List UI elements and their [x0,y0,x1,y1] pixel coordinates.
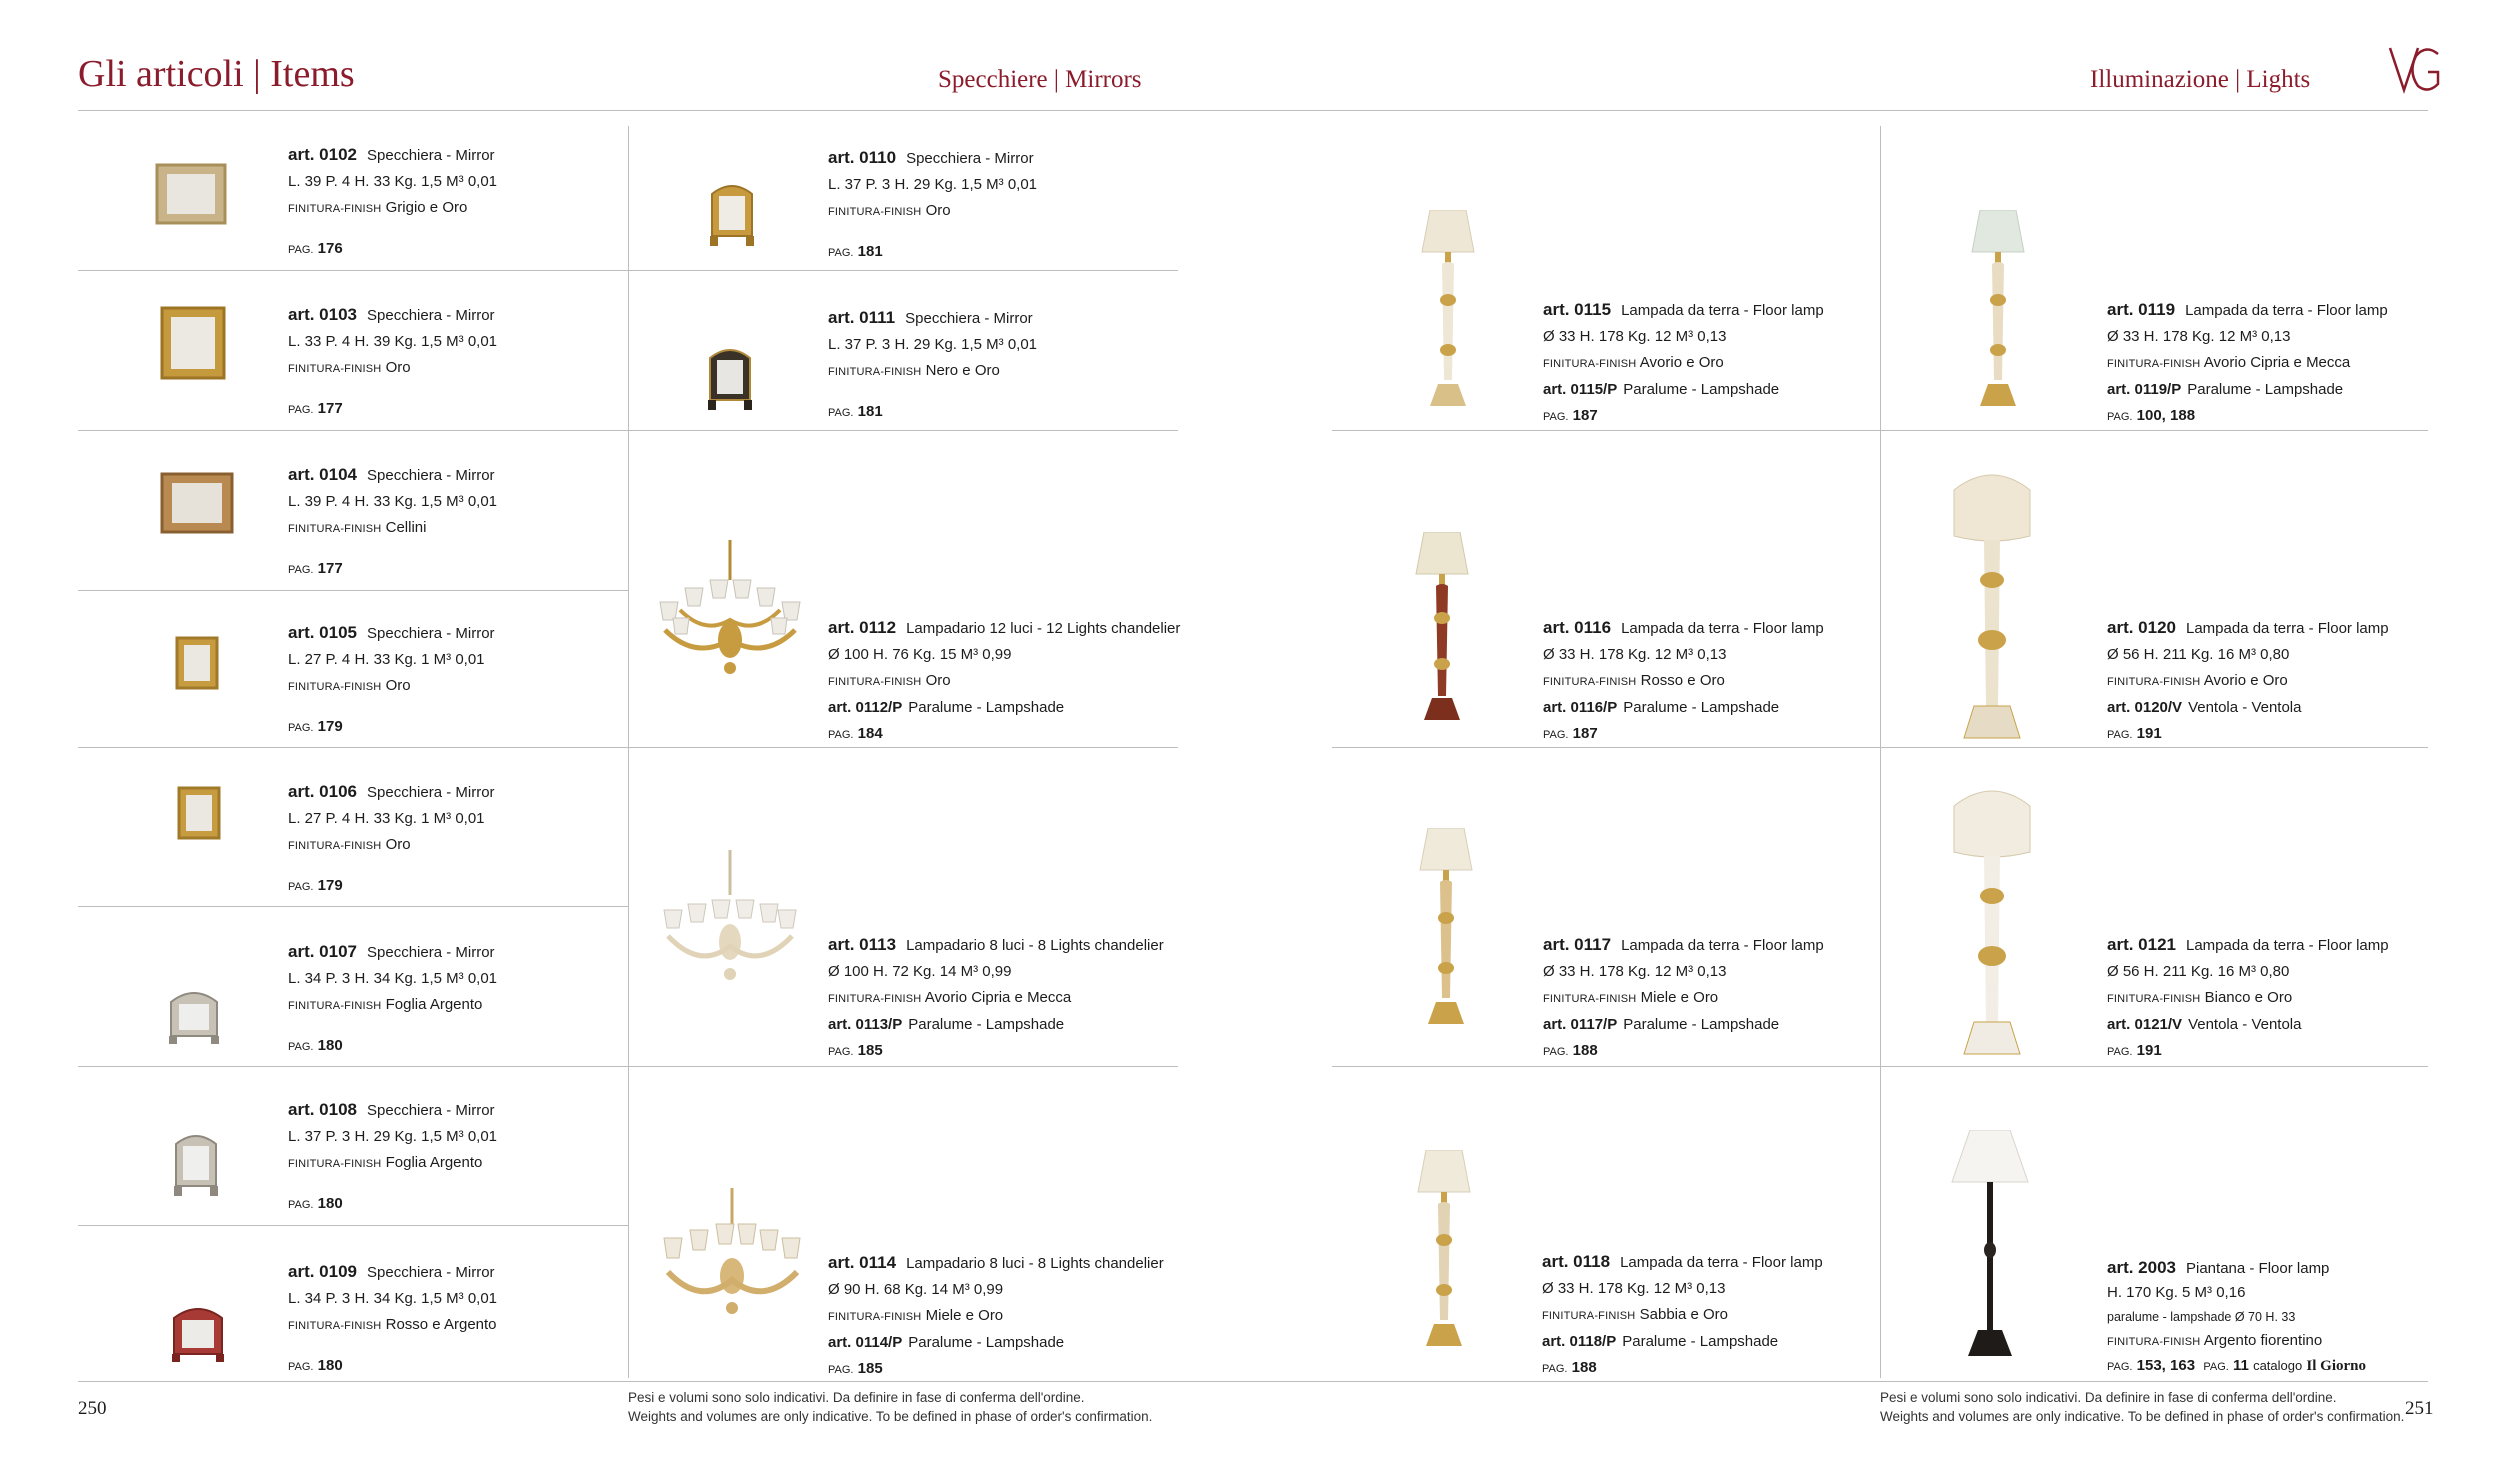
finish-label: FINITURA-FINISH [288,840,382,852]
finish-label: FINITURA-FINISH [288,363,382,375]
accessory-name: Paralume - Lampshade [2187,381,2344,398]
article-name: Specchiera - Mirror [906,150,1034,167]
page-ref: 185 [857,1042,883,1059]
article-finish: Avorio Cipria e Mecca [2203,354,2351,371]
article-dims: L. 37 P. 3 H. 29 Kg. 1,5 M³ 0,01 [828,176,1038,193]
finish-label: FINITURA-FINISH [1543,993,1637,1005]
article-code: art. 0117 [1543,935,1612,954]
page-ref: 188 [1571,1359,1597,1376]
page-ref: 187 [1572,725,1598,742]
mirror-0108-image [170,1130,222,1198]
page-ref: 176 [317,240,343,257]
section-title-mirrors: Specchiere | Mirrors [938,66,1142,93]
page-label: PAG. [2107,411,2133,423]
article-name: Lampada da terra - Floor lamp [1621,620,1824,637]
page-ref: 181 [857,403,883,420]
finish-label: FINITURA-FINISH [828,366,922,378]
accessory-name: Paralume - Lampshade [1623,381,1780,398]
item-0115 [1543,297,1843,430]
column-divider [628,126,629,1378]
page-ref: 179 [317,718,343,735]
article-name: Lampada da terra - Floor lamp [1620,1254,1823,1271]
item-0106 [288,779,588,900]
row-divider [628,1066,1178,1067]
item-0116 [1543,615,1843,748]
article-code: art. 0103 [288,305,357,324]
finish-label: FINITURA-FINISH [828,993,922,1005]
article-finish: Grigio e Oro [385,199,468,216]
page-number-right: 251 [2405,1398,2434,1419]
row-divider [628,430,1178,431]
article-finish: Rosso e Oro [1640,672,1725,689]
footer-note-right [1880,1388,2404,1426]
article-dims: Ø 33 H. 178 Kg. 12 M³ 0,13 [1543,963,1727,980]
article-code: art. 0108 [288,1100,357,1119]
article-code: art. 0105 [288,623,357,642]
page-label: PAG. [288,1041,314,1053]
catalog-label: catalogo [2253,1358,2303,1373]
article-code: art. 0107 [288,942,357,961]
article-dims: L. 34 P. 3 H. 34 Kg. 1,5 M³ 0,01 [288,970,498,987]
mirror-0107-image [165,986,223,1046]
item-0105 [288,620,588,741]
item-2003 [2107,1256,2407,1379]
finish-label: FINITURA-FINISH [1542,1310,1636,1322]
article-dims: L. 37 P. 3 H. 29 Kg. 1,5 M³ 0,01 [828,336,1038,353]
article-name: Lampadario 8 luci - 8 Lights chandelier [906,937,1164,954]
article-name: Specchiera - Mirror [367,1264,495,1281]
finish-label: FINITURA-FINISH [2107,1336,2201,1348]
accessory-code: art. 0112/P [828,699,903,716]
article-name: Specchiera - Mirror [367,307,495,324]
page-label: PAG. [288,244,314,256]
row-divider [78,1066,628,1067]
article-code: art. 0115 [1543,300,1612,319]
page-ref: 100, 188 [2136,407,2196,424]
page-label: PAG. [828,247,854,259]
article-finish: Bianco e Oro [2204,989,2293,1006]
accessory-code: art. 0120/V [2107,699,2183,716]
article-name: Lampada da terra - Floor lamp [2186,937,2389,954]
article-dims: L. 27 P. 4 H. 33 Kg. 1 M³ 0,01 [288,651,485,668]
page-ref: 184 [857,725,883,742]
article-code: art. 0118 [1542,1252,1611,1271]
accessory-name: Paralume - Lampshade [908,1016,1065,1033]
page-label: PAG. [288,881,314,893]
row-divider [78,1225,628,1226]
finish-label: FINITURA-FINISH [1543,676,1637,688]
page-ref: 180 [317,1037,343,1054]
article-code: art. 0110 [828,148,897,167]
mirror-0102-image [155,163,227,225]
finish-label: FINITURA-FINISH [828,1311,922,1323]
article-code: art. 0111 [828,308,896,327]
article-dims: L. 34 P. 3 H. 34 Kg. 1,5 M³ 0,01 [288,1290,498,1307]
page-label: PAG. [828,1046,854,1058]
mirror-0104-image [160,472,234,534]
article-finish: Sabbia e Oro [1639,1306,1729,1323]
item-0104 [288,462,588,583]
article-code: art. 0120 [2107,618,2176,637]
finish-label: FINITURA-FINISH [288,1158,382,1170]
article-finish: Foglia Argento [385,1154,483,1171]
mirror-0110-image [706,180,758,248]
article-code: art. 0119 [2107,300,2176,319]
article-dims: L. 39 P. 4 H. 33 Kg. 1,5 M³ 0,01 [288,493,498,510]
article-dims: L. 33 P. 4 H. 39 Kg. 1,5 M³ 0,01 [288,333,498,350]
page-ref: 185 [857,1360,883,1377]
item-0112 [828,615,1181,748]
item-0120 [2107,615,2407,748]
page-label: PAG. [828,407,854,419]
article-finish: Cellini [385,519,427,536]
accessory-name: Paralume - Lampshade [1622,1333,1779,1350]
footer-rule [78,1381,2428,1382]
row-divider [628,270,1178,271]
article-code: art. 2003 [2107,1258,2176,1277]
article-code: art. 0104 [288,465,357,484]
accessory-code: art. 0115/P [1543,381,1618,398]
note-italian: Pesi e volumi sono solo indicativi. Da definire in fase di conferma dell'ordine. [628,1390,1085,1405]
article-dims: Ø 100 H. 76 Kg. 15 M³ 0,99 [828,646,1012,663]
article-name: Lampada da terra - Floor lamp [1621,937,1824,954]
article-finish: Oro [385,359,411,376]
accessory-code: art. 0121/V [2107,1016,2183,1033]
page-number-left: 250 [78,1398,107,1419]
article-dims: H. 170 Kg. 5 M³ 0,16 [2107,1284,2246,1301]
mirror-0103-image [160,306,226,380]
item-0110 [828,145,1128,266]
page-ref: 180 [317,1357,343,1374]
mirror-0106-image [177,786,221,840]
article-finish: Oro [925,202,951,219]
note-english: Weights and volumes are only indicative. To be defined in phase of order's confirmation. [628,1409,1153,1424]
item-0114 [828,1250,1164,1383]
article-name: Lampada da terra - Floor lamp [1621,302,1824,319]
floor-lamp-0116-image [1412,532,1472,722]
article-name: Specchiera - Mirror [367,467,495,484]
page-ref: 180 [317,1195,343,1212]
section-title-lights: Illuminazione | Lights [2090,66,2311,93]
mirror-0109-image [168,1302,228,1364]
article-dims: L. 27 P. 4 H. 33 Kg. 1 M³ 0,01 [288,810,485,827]
finish-label: FINITURA-FINISH [288,681,382,693]
article-name: Lampadario 8 luci - 8 Lights chandelier [906,1255,1164,1272]
article-code: art. 0113 [828,935,897,954]
article-name: Lampada da terra - Floor lamp [2186,620,2389,637]
page-ref: 177 [317,400,343,417]
accessory-name: Ventola - Ventola [2188,699,2302,716]
finish-label: FINITURA-FINISH [828,676,922,688]
item-0119 [2107,297,2407,430]
article-dims: Ø 33 H. 178 Kg. 12 M³ 0,13 [1542,1280,1726,1297]
article-dims: Ø 100 H. 72 Kg. 14 M³ 0,99 [828,963,1012,980]
page-label: PAG. [1542,1363,1568,1375]
page-label: PAG. [288,564,314,576]
article-name: Piantana - Floor lamp [2186,1260,2330,1277]
page-ref: 11 [2233,1357,2249,1374]
finish-label: FINITURA-FINISH [288,523,382,535]
article-code: art. 0116 [1543,618,1612,637]
chandelier-0112-image [655,540,805,680]
article-finish: Miele e Oro [925,1307,1004,1324]
article-name: Specchiera - Mirror [367,784,495,801]
column-divider [1880,126,1881,1378]
article-dims: Ø 56 H. 211 Kg. 16 M³ 0,80 [2107,646,2290,663]
accessory-code: art. 0114/P [828,1334,903,1351]
floor-lamp-0120-image [1950,470,2034,740]
page-ref: 181 [857,243,883,260]
floor-lamp-0117-image [1416,828,1476,1028]
row-divider [1332,1066,2428,1067]
finish-label: FINITURA-FINISH [288,1000,382,1012]
page-label: PAG. [828,729,854,741]
article-dims: Ø 33 H. 178 Kg. 12 M³ 0,13 [1543,646,1727,663]
catalog-name: Il Giorno [2306,1358,2366,1374]
article-name: Specchiera - Mirror [367,147,495,164]
article-finish: Oro [385,836,411,853]
floor-lamp-2003-image [1950,1130,2030,1360]
accessory-name: Paralume - Lampshade [908,699,1065,716]
page-label: PAG. [2203,1361,2229,1373]
article-dims: Ø 90 H. 68 Kg. 14 M³ 0,99 [828,1281,1004,1298]
finish-label: FINITURA-FINISH [288,1320,382,1332]
page-ref: 179 [317,877,343,894]
row-divider [78,430,628,431]
vg-logo [2386,42,2442,98]
page-label: PAG. [828,1364,854,1376]
accessory-code: art. 0116/P [1543,699,1618,716]
accessory-code: art. 0113/P [828,1016,903,1033]
article-code: art. 0112 [828,618,897,637]
article-finish: Oro [925,672,951,689]
page-label: PAG. [288,404,314,416]
article-finish: Avorio e Oro [1639,354,1724,371]
page-ref: 187 [1572,407,1598,424]
page-label: PAG. [1543,1046,1569,1058]
article-dims: L. 37 P. 3 H. 29 Kg. 1,5 M³ 0,01 [288,1128,498,1145]
item-0113 [828,932,1164,1065]
accessory-name: Ventola - Ventola [2188,1016,2302,1033]
footer-note-left [628,1388,1152,1426]
note-italian: Pesi e volumi sono solo indicativi. Da definire in fase di conferma dell'ordine. [1880,1390,2337,1405]
page-ref: 191 [2136,725,2162,742]
item-0111 [828,305,1128,426]
page-ref: 188 [1572,1042,1598,1059]
article-dims: Ø 33 H. 178 Kg. 12 M³ 0,13 [1543,328,1727,345]
page-label: PAG. [2107,729,2133,741]
page-ref: 153, 163 [2136,1357,2196,1374]
item-0118 [1542,1249,1842,1382]
article-name: Lampadario 12 luci - 12 Lights chandelier [906,620,1181,637]
mirror-0111-image [704,344,756,412]
article-finish: Avorio e Oro [2203,672,2288,689]
article-name: Specchiera - Mirror [367,1102,495,1119]
page-label: PAG. [288,722,314,734]
article-finish: Avorio Cipria e Mecca [924,989,1072,1006]
finish-label: FINITURA-FINISH [2107,676,2201,688]
article-code: art. 0121 [2107,935,2176,954]
article-code: art. 0106 [288,782,357,801]
finish-label: FINITURA-FINISH [2107,358,2201,370]
row-divider [78,906,628,907]
mirror-0105-image [175,636,219,690]
article-name: Specchiera - Mirror [905,310,1033,327]
floor-lamp-0121-image [1950,786,2034,1056]
article-name: Lampada da terra - Floor lamp [2185,302,2388,319]
item-0108 [288,1097,588,1218]
article-finish: Nero e Oro [925,362,1000,379]
article-finish: Miele e Oro [1640,989,1719,1006]
chandelier-0113-image [660,850,800,990]
article-finish: Foglia Argento [385,996,483,1013]
lampshade-spec: paralume - lampshade Ø 70 H. 33 [2107,1310,2296,1324]
row-divider [78,747,628,748]
article-dims: Ø 56 H. 211 Kg. 16 M³ 0,80 [2107,963,2290,980]
item-0121 [2107,932,2407,1065]
article-finish: Rosso e Argento [385,1316,497,1333]
floor-lamp-0118-image [1414,1150,1474,1350]
finish-label: FINITURA-FINISH [828,206,922,218]
finish-label: FINITURA-FINISH [288,203,382,215]
header-rule [78,110,2428,111]
article-dims: L. 39 P. 4 H. 33 Kg. 1,5 M³ 0,01 [288,173,498,190]
page-label: PAG. [288,1361,314,1373]
accessory-code: art. 0118/P [1542,1333,1617,1350]
row-divider [78,590,628,591]
page-label: PAG. [2107,1361,2133,1373]
article-name: Specchiera - Mirror [367,944,495,961]
page-label: PAG. [2107,1046,2133,1058]
article-finish: Oro [385,677,411,694]
floor-lamp-0115-image [1418,210,1478,410]
page-title: Gli articoli | Items [78,53,355,95]
item-0109 [288,1259,588,1380]
finish-label: FINITURA-FINISH [2107,993,2201,1005]
accessory-code: art. 0119/P [2107,381,2182,398]
article-finish: Argento fiorentino [2203,1332,2323,1349]
accessory-name: Paralume - Lampshade [1623,1016,1780,1033]
note-english: Weights and volumes are only indicative. To be defined in phase of order's confirmation. [1880,1409,2405,1424]
floor-lamp-0119-image [1968,210,2028,410]
item-0117 [1543,932,1843,1065]
page-label: PAG. [288,1199,314,1211]
article-code: art. 0102 [288,145,357,164]
article-name: Specchiera - Mirror [367,625,495,642]
article-code: art. 0109 [288,1262,357,1281]
item-0107 [288,939,588,1060]
accessory-name: Paralume - Lampshade [1623,699,1780,716]
row-divider [1332,430,2428,431]
accessory-name: Paralume - Lampshade [908,1334,1065,1351]
accessory-code: art. 0117/P [1543,1016,1618,1033]
finish-label: FINITURA-FINISH [1543,358,1637,370]
chandelier-0114-image [660,1188,805,1318]
item-0102 [288,142,588,263]
article-code: art. 0114 [828,1253,897,1272]
page-ref: 177 [317,560,343,577]
page-label: PAG. [1543,729,1569,741]
page-label: PAG. [1543,411,1569,423]
row-divider [78,270,628,271]
item-0103 [288,302,588,423]
page-ref: 191 [2136,1042,2162,1059]
article-dims: Ø 33 H. 178 Kg. 12 M³ 0,13 [2107,328,2291,345]
